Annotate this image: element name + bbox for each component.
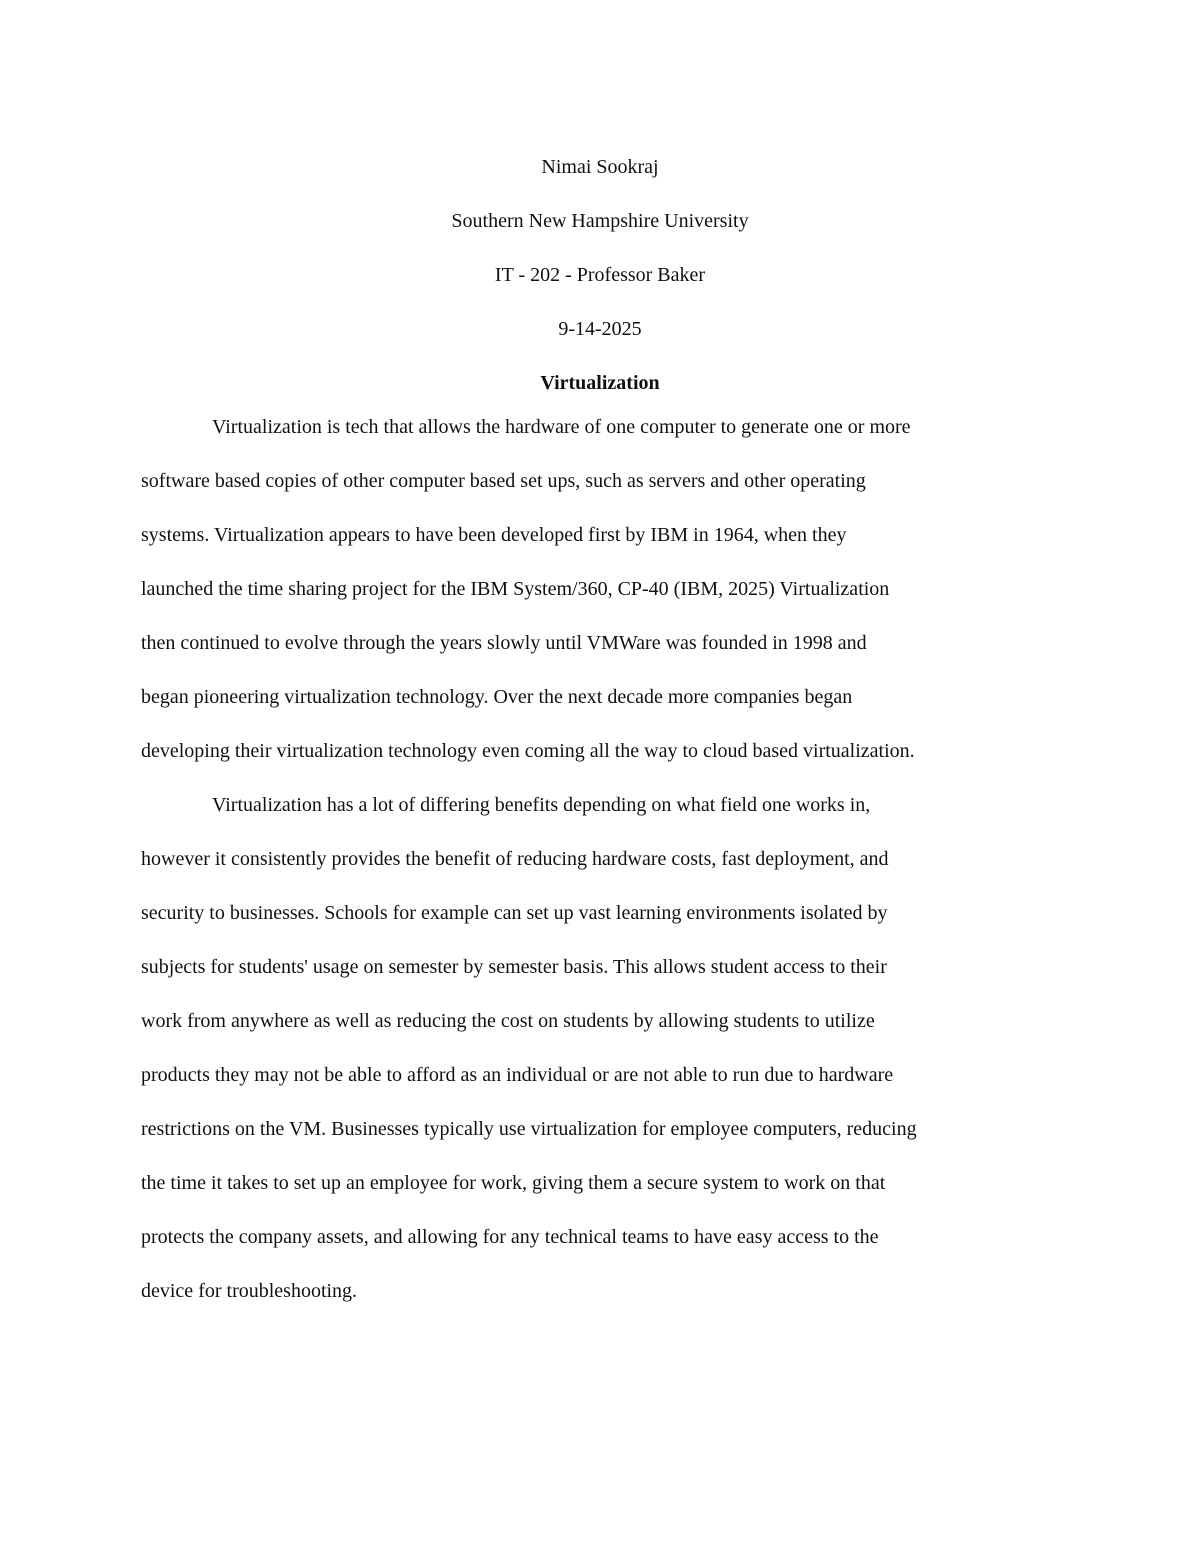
paragraph-line: subjects for students' usage on semester by semester basis. This allows student access to their (141, 956, 887, 978)
paragraph-line: developing their virtualization technology even coming all the way to cloud based virtualization. (141, 740, 915, 762)
author-name: Nimai Sookraj (541, 156, 659, 178)
institution-name: Southern New Hampshire University (451, 210, 749, 232)
paragraph-line: then continued to evolve through the years slowly until VMWare was founded in 1998 and (141, 632, 867, 654)
paragraph-line: device for troubleshooting. (141, 1280, 358, 1302)
paragraph-line: software based copies of other computer based set ups, such as servers and other operating (141, 470, 866, 492)
course-info: IT - 202 - Professor Baker (494, 264, 706, 286)
paragraph-line: however it consistently provides the benefit of reducing hardware costs, fast deployment, and (141, 848, 889, 870)
paragraph-line: systems. Virtualization appears to have been developed first by IBM in 1964, when they (141, 524, 847, 546)
paragraph-line: Virtualization is tech that allows the hardware of one computer to generate one or more (212, 416, 911, 438)
paragraph-line: restrictions on the VM. Businesses typically use virtualization for employee computers, reducing (141, 1118, 917, 1140)
paragraph-1 (141, 400, 1071, 778)
body-text (141, 400, 1071, 1318)
title-block (0, 140, 1200, 410)
paragraph-line: began pioneering virtualization technology. Over the next decade more companies began (141, 686, 853, 708)
paragraph-line: security to businesses. Schools for example can set up vast learning environments isolated by (141, 902, 888, 924)
paragraph-line: products they may not be able to afford as an individual or are not able to run due to hardware (141, 1064, 894, 1086)
document-heading: Virtualization (540, 372, 660, 394)
paragraph-line: Virtualization has a lot of differing benefits depending on what field one works in, (212, 794, 871, 816)
paragraph-line: work from anywhere as well as reducing the cost on students by allowing students to utilize (141, 1010, 875, 1032)
paragraph-2 (141, 778, 1071, 1318)
document-date: 9-14-2025 (558, 318, 642, 340)
paragraph-line: launched the time sharing project for the IBM System/360, CP-40 (IBM, 2025) Virtualization (141, 578, 890, 600)
paragraph-line: protects the company assets, and allowing for any technical teams to have easy access to the (141, 1226, 879, 1248)
paragraph-line: the time it takes to set up an employee for work, giving them a secure system to work on that (141, 1172, 886, 1194)
